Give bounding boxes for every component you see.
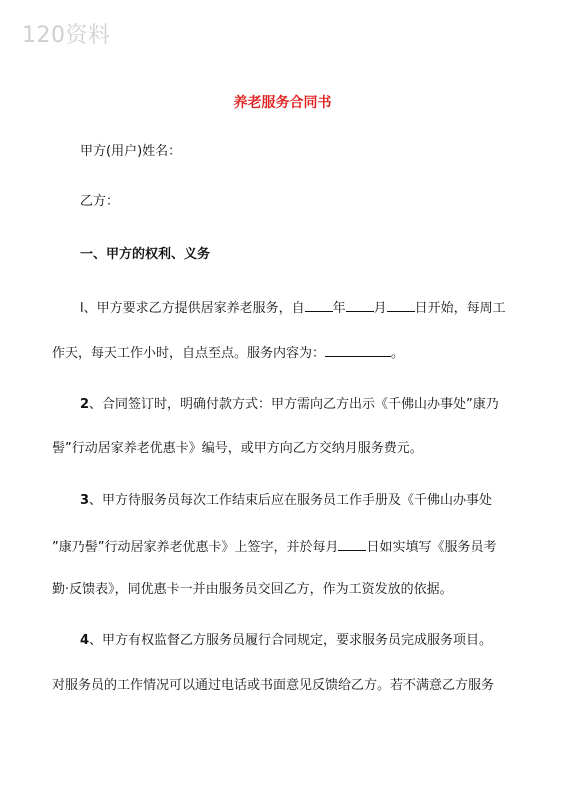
clause-text: 、合同签订时，明确付款方式：甲方需向乙方出示《千佛山办事处”康乃	[89, 397, 499, 412]
party-b-label: 乙方：	[80, 194, 120, 209]
clause-number: 4	[80, 633, 90, 648]
watermark: 120资料	[22, 23, 111, 48]
clause-number: 2	[80, 397, 90, 412]
clause-1-line-1	[80, 299, 506, 317]
clause-2-line-1	[80, 397, 499, 413]
clause-4-line-1	[80, 633, 492, 649]
party-a-label: 甲方(用户)姓名：	[80, 144, 182, 159]
clause-1-line-2	[52, 344, 404, 362]
clause-text: 月	[373, 301, 387, 316]
clause-text: ”康乃髻”行动居家养老优惠卡》上签字，并於每月	[52, 540, 339, 555]
clause-number: 3	[80, 493, 90, 508]
section-heading: 一、甲方的权利、义务	[80, 247, 211, 262]
clause-text: 日如实填写《服务员考	[366, 540, 497, 555]
document-title: 养老服务合同书	[233, 95, 332, 111]
blank-year	[305, 299, 333, 312]
clause-text: 、甲方有权监督乙方服务员履行合同规定，要求服务员完成服务项目。	[89, 633, 493, 648]
clause-3-line-2	[52, 538, 497, 556]
blank-service-content	[325, 344, 391, 357]
clause-4-line-2: 对服务员的工作情况可以通过电话或书面意见反馈给乙方。若不满意乙方服务	[52, 678, 495, 693]
clause-text: 、甲方待服务员每次工作结束后应在服务员工作手册及《千佛山办事处	[89, 493, 493, 508]
clause-text: 。	[391, 346, 405, 361]
clause-3-line-1	[80, 493, 492, 509]
clause-text: 日开始，每周工	[414, 301, 506, 316]
clause-3-line-3: 勤·反馈表》，同优惠卡一并由服务员交回乙方，作为工资发放的依据。	[52, 582, 453, 597]
clause-text: l、甲方要求乙方提供居家养老服务，自	[80, 301, 305, 316]
blank-day	[387, 299, 415, 312]
blank-month	[346, 299, 374, 312]
clause-text: 作天，每天工作小时，自点至点。服务内容为：	[52, 346, 326, 361]
blank-day	[338, 538, 366, 551]
clause-text: 年	[332, 301, 346, 316]
clause-2-line-2: 髻”行动居家养老优惠卡》编号，或甲方向乙方交纳月服务费元。	[52, 441, 423, 456]
